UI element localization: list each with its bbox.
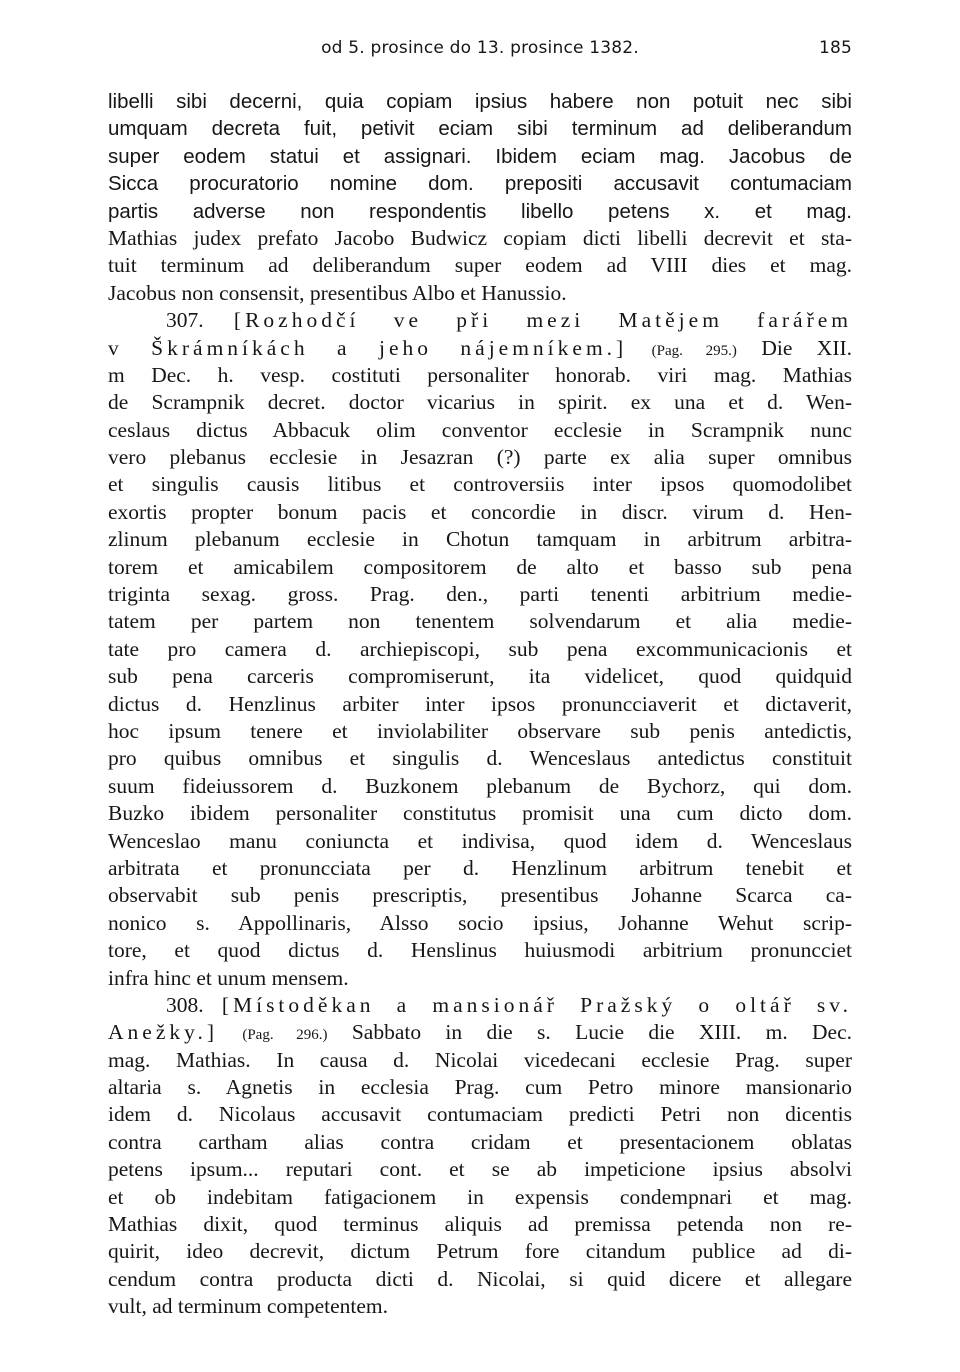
text-line: sub pena carceris compromiserunt, ita videlicet, quod quidquid [108, 664, 852, 689]
text-line: m Dec. h. vesp. costituti personaliter honorab. viri mag. Mathias [108, 362, 852, 387]
text-line: tuit terminum ad deliberandum super eodem ad VIII dies et mag. [108, 253, 852, 278]
entry-title-cont: Anežky.] [108, 1020, 219, 1045]
text-line: et ob indebitam fatigacionem in expensis condempnari et mag. [108, 1184, 852, 1209]
text-line: tate pro camera d. archiepiscopi, sub pena excommunicacionis et [108, 636, 852, 661]
text-line: idem d. Nicolaus accusavit contumaciam predicti Petri non dicentis [108, 1102, 852, 1127]
entry-date: Sabbato in die s. Lucie die XIII. m. Dec. [351, 1020, 852, 1045]
text-line: zlinum plebanum ecclesie in Chotun tamquam in arbitrum arbitra- [108, 527, 852, 552]
text-line: altaria s. Agnetis in ecclesia Prag. cum Petro minore mansionario [108, 1075, 852, 1100]
text-line: Jacobus non consensit, presentibus Albo et Hanussio. [108, 280, 567, 305]
page-reference: (Pag. 296.) [242, 1027, 328, 1044]
text-line: vult, ad terminum competentem. [108, 1294, 389, 1319]
entry-title-cont: v Škrámníkách a jeho nájemníkem.] [108, 335, 628, 360]
text-line: arbitrata et pronuncciata per d. Henzlinum arbitrum tenebit et [108, 855, 852, 880]
entry-307-heading [108, 307, 852, 334]
text-line: tatem per partem non tenentem solvendarum et alia medie- [108, 609, 852, 634]
entry-308-heading [108, 992, 852, 1019]
text-line: umquam decreta fuit, petivit eciam sibi terminum ad deliberandum [108, 117, 852, 141]
text-line: triginta sexag. gross. Prag. den., parti tenenti arbitrium medie- [108, 582, 852, 607]
text-line: dictus d. Henzlinus arbiter inter ipsos pronuncciaverit et dictaverit, [108, 691, 852, 716]
text-line: suum fideiussorem d. Buzkonem plebanum de Bychorz, qui dom. [108, 773, 852, 798]
text-line: partis adverse non respondentis libello petens x. et mag. [108, 199, 852, 223]
text-line: exortis propter bonum pacis et concordie in discr. virum d. Hen- [108, 499, 852, 524]
entry-date: Die XII. [761, 335, 852, 360]
text-line: mag. Mathias. In causa d. Nicolai vicedecani ecclesie Prag. super [108, 1047, 852, 1072]
text-line: tore, et quod dictus d. Henslinus huiusmodi arbitrium pronuncciet [108, 938, 852, 963]
page-reference: (Pag. 295.) [651, 342, 737, 359]
text-line: Sicca procuratorio nomine dom. prepositi accusavit contumaciam [108, 172, 852, 196]
text-line: vero plebanus ecclesie in Jesazran (?) parte ex alia super omnibus [108, 445, 852, 470]
document-page [108, 38, 852, 1321]
text-line: petens ipsum... reputari cont. et se ab impeticione ipsius absolvi [108, 1157, 852, 1182]
text-line: quirit, ideo decrevit, dictum Petrum fore citandum publice ad di- [108, 1239, 852, 1264]
entry-number: 308. [166, 992, 204, 1017]
body-text [108, 88, 852, 1321]
running-header [108, 38, 852, 68]
text-line: Buzko ibidem personaliter constitutus promisit una cum dicto dom. [108, 801, 852, 826]
entry-307-heading-cont [108, 335, 852, 362]
text-line: nonico s. Appollinaris, Alsso socio ipsius, Johanne Wehut scrip- [108, 910, 852, 935]
text-line: torem et amicabilem compositorem de alto et basso sub pena [108, 554, 852, 579]
text-line: pro quibus omnibus et singulis d. Wenceslaus antedictus constituit [108, 746, 852, 771]
entry-number: 307. [166, 308, 204, 333]
text-line: ceslaus dictus Abbacuk olim conventor ecclesie in Scrampnik nunc [108, 417, 852, 442]
text-line: super eodem statui et assignari. Ibidem eciam mag. Jacobus de [108, 144, 852, 168]
text-line: contra cartham alias contra cridam et presentacionem oblatas [108, 1129, 852, 1154]
text-line: de Scrampnik decret. doctor vicarius in spirit. ex una et d. Wen- [108, 390, 852, 415]
running-title: od 5. prosince do 13. prosince 1382. [321, 38, 639, 58]
text-line: observabit sub penis prescriptis, presentibus Johanne Scarca ca- [108, 883, 852, 908]
page-number: 185 [818, 38, 852, 58]
text-line: Mathias dixit, quod terminus aliquis ad premissa petenda non re- [108, 1212, 852, 1237]
text-line: cendum contra producta dicti d. Nicolai, si quid dicere et allegare [108, 1266, 852, 1291]
text-line: infra hinc et unum mensem. [108, 965, 349, 990]
text-line: et singulis causis litibus et controversiis inter ipsos quomodolibet [108, 472, 852, 497]
entry-title: [Rozhodčí ve při mezi Matějem farářem [233, 308, 852, 333]
text-line: Wenceslao manu coniuncta et indivisa, quod idem d. Wenceslaus [108, 828, 852, 853]
text-line: libelli sibi decerni, quia copiam ipsius habere non potuit nec sibi [108, 90, 852, 113]
entry-308-heading-cont [108, 1019, 852, 1046]
text-line: Mathias judex prefato Jacobo Budwicz copiam dicti libelli decrevit et sta- [108, 225, 852, 250]
entry-title: [Místoděkan a mansionář Pražský o oltář sv. [221, 992, 852, 1017]
text-line: hoc ipsum tenere et inviolabiliter observare sub penis antedictis, [108, 718, 852, 743]
